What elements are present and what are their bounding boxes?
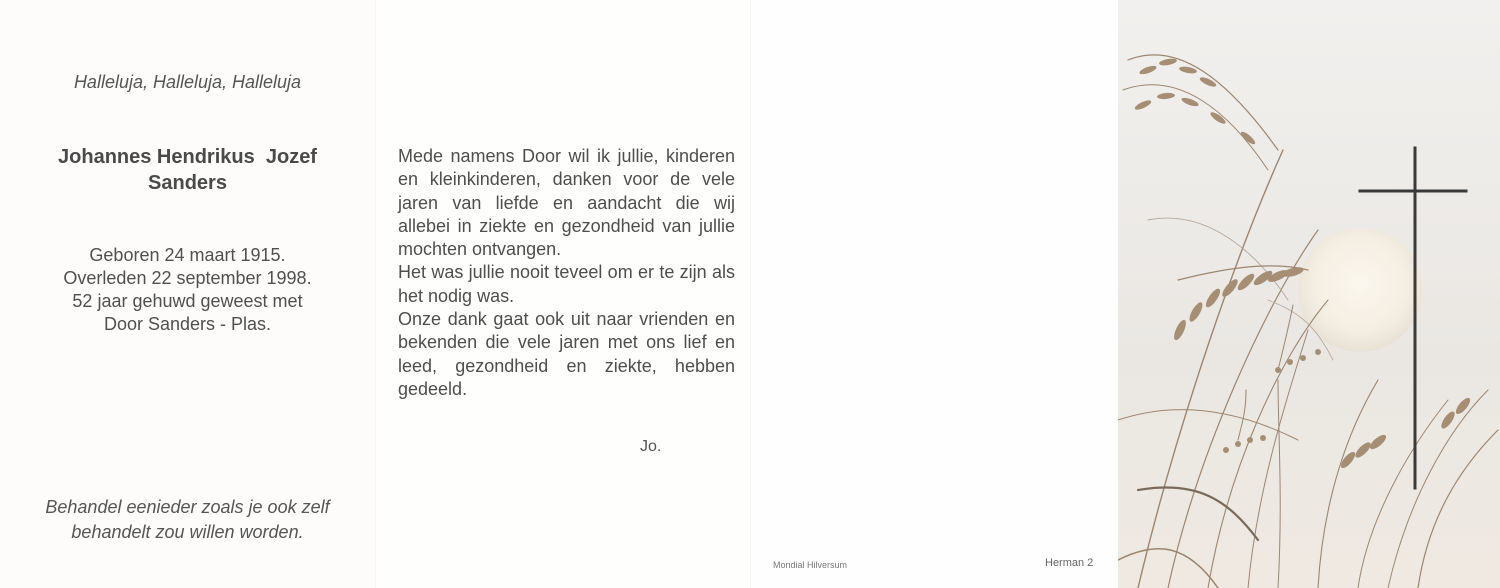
thanks-paragraph-1: Mede namens Door wil ik jullie, kinderen en kleinkinderen, danken voor de vele jaren van liefde en aandacht die wij allebei in ziekte en gezondheid van jullie mochten ontvangen. xyxy=(398,146,735,260)
born-line: Geboren 24 maart 1915. xyxy=(89,245,286,265)
spouse-line: Door Sanders - Plas. xyxy=(103,314,272,334)
life-dates xyxy=(0,244,375,336)
bottom-verse-line-2: behandelt zou willen worden. xyxy=(71,522,304,542)
middle-panel xyxy=(375,0,750,588)
left-panel xyxy=(0,0,375,588)
card-code: Herman 2 xyxy=(1045,557,1094,569)
name-line-2: Sanders xyxy=(148,172,227,194)
deceased-name xyxy=(0,144,375,196)
died-line: Overleden 22 september 1998. xyxy=(63,268,312,288)
bottom-verse xyxy=(0,495,375,545)
bottom-verse-line-1: Behandel eenieder zoals je ook zelf xyxy=(45,497,330,517)
signature: Jo. xyxy=(640,438,662,455)
printer-credit: Mondial Hilversum xyxy=(773,560,848,570)
artwork-panel xyxy=(1118,0,1500,588)
top-verse: Halleluja, Halleluja, Halleluja xyxy=(73,72,302,92)
name-line-1: Johannes Hendrikus Jozef xyxy=(58,146,317,168)
thanks-paragraph-2: Het was jullie nooit teveel om er te zijn als het nodig was. xyxy=(398,262,735,306)
fold-line-2 xyxy=(750,0,751,588)
thanks-paragraph-3: Onze dank gaat ook uit naar vrienden en bekenden die vele jaren met ons lief en leed, gezondheid en ziekte, hebben gedeeld. xyxy=(398,309,735,399)
third-panel xyxy=(750,0,1118,588)
artwork-illustration xyxy=(1118,0,1500,588)
fold-line-1 xyxy=(375,0,376,588)
married-line: 52 jaar gehuwd geweest met xyxy=(72,291,303,311)
thanks-text xyxy=(398,145,735,401)
